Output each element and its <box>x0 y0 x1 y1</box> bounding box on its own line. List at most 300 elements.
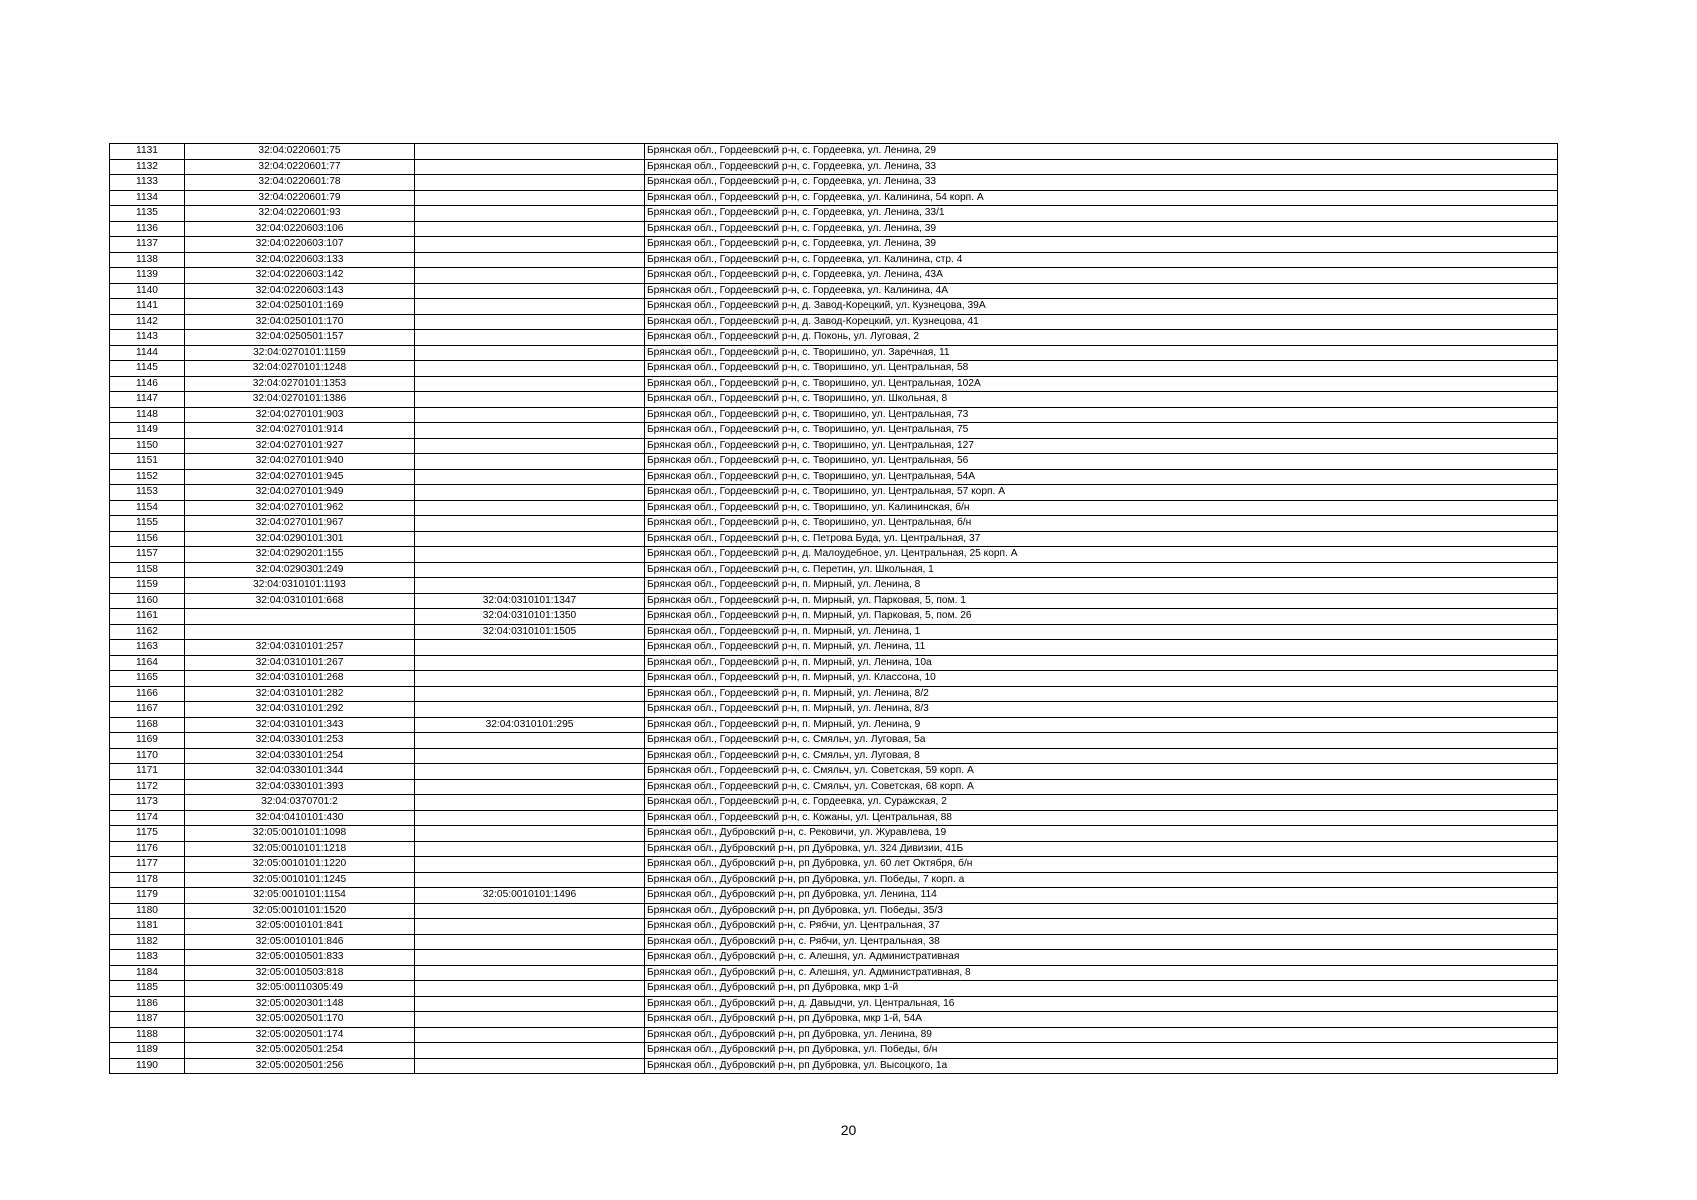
related-cadastral-number-cell <box>415 795 645 811</box>
related-cadastral-number-cell <box>415 965 645 981</box>
table-row <box>110 438 1558 454</box>
row-number-cell: 1175 <box>110 826 185 842</box>
address-cell: Брянская обл., Гордеевский р-н, с. Гордеевка, ул. Суражская, 2 <box>645 795 1558 811</box>
cadastral-number-cell <box>185 624 415 640</box>
address-cell: Брянская обл., Гордеевский р-н, п. Мирный, ул. Ленина, 11 <box>645 640 1558 656</box>
row-number-cell: 1140 <box>110 283 185 299</box>
address-cell: Брянская обл., Гордеевский р-н, п. Мирный, ул. Ленина, 10а <box>645 655 1558 671</box>
related-cadastral-number-cell <box>415 190 645 206</box>
table-row <box>110 872 1558 888</box>
address-cell: Брянская обл., Дубровский р-н, рп Дубровка, ул. Победы, 35/3 <box>645 903 1558 919</box>
row-number-cell: 1164 <box>110 655 185 671</box>
table-row <box>110 950 1558 966</box>
row-number-cell: 1131 <box>110 144 185 160</box>
cadastral-number-cell: 32:04:0270101:940 <box>185 454 415 470</box>
row-number-cell: 1157 <box>110 547 185 563</box>
table-row <box>110 330 1558 346</box>
address-cell: Брянская обл., Дубровский р-н, д. Давыдчи, ул. Центральная, 16 <box>645 996 1558 1012</box>
related-cadastral-number-cell <box>415 268 645 284</box>
row-number-cell: 1166 <box>110 686 185 702</box>
row-number-cell: 1138 <box>110 252 185 268</box>
related-cadastral-number-cell: 32:05:0010101:1496 <box>415 888 645 904</box>
cadastral-number-cell: 32:04:0290101:301 <box>185 531 415 547</box>
related-cadastral-number-cell <box>415 981 645 997</box>
cadastral-number-cell: 32:04:0220603:142 <box>185 268 415 284</box>
row-number-cell: 1182 <box>110 934 185 950</box>
table-row <box>110 392 1558 408</box>
cadastral-number-cell: 32:05:0010101:846 <box>185 934 415 950</box>
table-row <box>110 717 1558 733</box>
address-cell: Брянская обл., Дубровский р-н, рп Дубровка, ул. Победы, б/н <box>645 1043 1558 1059</box>
table-row <box>110 764 1558 780</box>
address-cell: Брянская обл., Гордеевский р-н, с. Кожаны, ул. Центральная, 88 <box>645 810 1558 826</box>
table-row <box>110 748 1558 764</box>
table-row <box>110 1027 1558 1043</box>
related-cadastral-number-cell: 32:04:0310101:295 <box>415 717 645 733</box>
related-cadastral-number-cell: 32:04:0310101:1505 <box>415 624 645 640</box>
table-row <box>110 423 1558 439</box>
address-cell: Брянская обл., Гордеевский р-н, п. Мирный, ул. Ленина, 8 <box>645 578 1558 594</box>
address-cell: Брянская обл., Гордеевский р-н, с. Творишино, ул. Школьная, 8 <box>645 392 1558 408</box>
table-row <box>110 686 1558 702</box>
table-row <box>110 919 1558 935</box>
table-row <box>110 671 1558 687</box>
table-row <box>110 981 1558 997</box>
row-number-cell: 1134 <box>110 190 185 206</box>
address-cell: Брянская обл., Гордеевский р-н, с. Смяльч, ул. Луговая, 8 <box>645 748 1558 764</box>
row-number-cell: 1190 <box>110 1058 185 1074</box>
cadastral-number-cell: 32:04:0220601:78 <box>185 175 415 191</box>
related-cadastral-number-cell <box>415 702 645 718</box>
row-number-cell: 1135 <box>110 206 185 222</box>
related-cadastral-number-cell <box>415 500 645 516</box>
related-cadastral-number-cell <box>415 547 645 563</box>
row-number-cell: 1186 <box>110 996 185 1012</box>
row-number-cell: 1144 <box>110 345 185 361</box>
address-cell: Брянская обл., Дубровский р-н, рп Дубровка, ул. Ленина, 89 <box>645 1027 1558 1043</box>
row-number-cell: 1174 <box>110 810 185 826</box>
cadastral-number-cell: 32:04:0310101:1193 <box>185 578 415 594</box>
row-number-cell: 1146 <box>110 376 185 392</box>
row-number-cell: 1154 <box>110 500 185 516</box>
cadastral-number-cell: 32:04:0270101:945 <box>185 469 415 485</box>
address-cell: Брянская обл., Гордеевский р-н, с. Творишино, ул. Центральная, 56 <box>645 454 1558 470</box>
cadastral-number-cell: 32:04:0220603:133 <box>185 252 415 268</box>
address-cell: Брянская обл., Гордеевский р-н, п. Мирный, ул. Ленина, 1 <box>645 624 1558 640</box>
related-cadastral-number-cell <box>415 159 645 175</box>
address-cell: Брянская обл., Гордеевский р-н, с. Гордеевка, ул. Калинина, стр. 4 <box>645 252 1558 268</box>
address-cell: Брянская обл., Дубровский р-н, рп Дубровка, мкр 1-й <box>645 981 1558 997</box>
related-cadastral-number-cell <box>415 252 645 268</box>
address-cell: Брянская обл., Гордеевский р-н, п. Мирный, ул. Ленина, 9 <box>645 717 1558 733</box>
related-cadastral-number-cell <box>415 175 645 191</box>
cadastral-number-cell: 32:04:0310101:268 <box>185 671 415 687</box>
row-number-cell: 1149 <box>110 423 185 439</box>
cadastral-number-cell: 32:05:0010101:1154 <box>185 888 415 904</box>
cadastral-number-cell: 32:05:0020501:254 <box>185 1043 415 1059</box>
table-row <box>110 888 1558 904</box>
cadastral-number-cell: 32:05:0020501:170 <box>185 1012 415 1028</box>
row-number-cell: 1155 <box>110 516 185 532</box>
row-number-cell: 1152 <box>110 469 185 485</box>
address-cell: Брянская обл., Гордеевский р-н, с. Гордеевка, ул. Ленина, 33/1 <box>645 206 1558 222</box>
row-number-cell: 1167 <box>110 702 185 718</box>
table-row <box>110 795 1558 811</box>
address-cell: Брянская обл., Гордеевский р-н, с. Творишино, ул. Центральная, 127 <box>645 438 1558 454</box>
row-number-cell: 1158 <box>110 562 185 578</box>
address-cell: Брянская обл., Дубровский р-н, рп Дубровка, ул. Высоцкого, 1а <box>645 1058 1558 1074</box>
related-cadastral-number-cell <box>415 423 645 439</box>
cadastral-number-cell: 32:04:0220603:107 <box>185 237 415 253</box>
row-number-cell: 1188 <box>110 1027 185 1043</box>
cadastral-number-cell: 32:04:0310101:292 <box>185 702 415 718</box>
cadastral-number-cell: 32:04:0330101:254 <box>185 748 415 764</box>
table-row <box>110 376 1558 392</box>
cadastral-number-cell: 32:05:0010101:1245 <box>185 872 415 888</box>
table-row <box>110 361 1558 377</box>
address-cell: Брянская обл., Гордеевский р-н, с. Творишино, ул. Центральная, 58 <box>645 361 1558 377</box>
related-cadastral-number-cell <box>415 996 645 1012</box>
page-number: 20 <box>840 1122 857 1138</box>
row-number-cell: 1153 <box>110 485 185 501</box>
table-row <box>110 221 1558 237</box>
table-row <box>110 841 1558 857</box>
address-cell: Брянская обл., Гордеевский р-н, с. Смяльч, ул. Советская, 59 корп. А <box>645 764 1558 780</box>
address-cell: Брянская обл., Гордеевский р-н, с. Гордеевка, ул. Ленина, 39 <box>645 237 1558 253</box>
table-row <box>110 190 1558 206</box>
address-cell: Брянская обл., Гордеевский р-н, с. Смяльч, ул. Луговая, 5а <box>645 733 1558 749</box>
property-table-body <box>110 144 1558 1074</box>
table-row <box>110 485 1558 501</box>
row-number-cell: 1139 <box>110 268 185 284</box>
cadastral-number-cell: 32:04:0220603:143 <box>185 283 415 299</box>
address-cell: Брянская обл., Гордеевский р-н, с. Творишино, ул. Заречная, 11 <box>645 345 1558 361</box>
address-cell: Брянская обл., Гордеевский р-н, с. Творишино, ул. Центральная, б/н <box>645 516 1558 532</box>
related-cadastral-number-cell <box>415 438 645 454</box>
table-row <box>110 1012 1558 1028</box>
cadastral-number-cell: 32:04:0310101:282 <box>185 686 415 702</box>
cadastral-number-cell: 32:04:0330101:253 <box>185 733 415 749</box>
address-cell: Брянская обл., Гордеевский р-н, с. Гордеевка, ул. Калинина, 54 корп. А <box>645 190 1558 206</box>
table-row <box>110 624 1558 640</box>
table-row <box>110 237 1558 253</box>
cadastral-number-cell: 32:04:0270101:1386 <box>185 392 415 408</box>
row-number-cell: 1189 <box>110 1043 185 1059</box>
table-row <box>110 593 1558 609</box>
cadastral-number-cell: 32:04:0310101:267 <box>185 655 415 671</box>
table-row <box>110 299 1558 315</box>
related-cadastral-number-cell <box>415 826 645 842</box>
related-cadastral-number-cell <box>415 1043 645 1059</box>
row-number-cell: 1173 <box>110 795 185 811</box>
related-cadastral-number-cell <box>415 392 645 408</box>
related-cadastral-number-cell <box>415 469 645 485</box>
row-number-cell: 1170 <box>110 748 185 764</box>
address-cell: Брянская обл., Дубровский р-н, с. Рябчи, ул. Центральная, 38 <box>645 934 1558 950</box>
table-row <box>110 655 1558 671</box>
related-cadastral-number-cell <box>415 330 645 346</box>
cadastral-number-cell: 32:04:0270101:967 <box>185 516 415 532</box>
table-row <box>110 206 1558 222</box>
related-cadastral-number-cell <box>415 1012 645 1028</box>
cadastral-number-cell: 32:05:0010101:1098 <box>185 826 415 842</box>
related-cadastral-number-cell <box>415 671 645 687</box>
table-row <box>110 934 1558 950</box>
cadastral-number-cell: 32:04:0250101:169 <box>185 299 415 315</box>
related-cadastral-number-cell <box>415 950 645 966</box>
row-number-cell: 1150 <box>110 438 185 454</box>
table-row <box>110 903 1558 919</box>
row-number-cell: 1143 <box>110 330 185 346</box>
table-row <box>110 516 1558 532</box>
cadastral-number-cell: 32:05:0010101:1220 <box>185 857 415 873</box>
address-cell: Брянская обл., Дубровский р-н, рп Дубровка, ул. 324 Дивизии, 41Б <box>645 841 1558 857</box>
row-number-cell: 1179 <box>110 888 185 904</box>
address-cell: Брянская обл., Гордеевский р-н, с. Творишино, ул. Центральная, 75 <box>645 423 1558 439</box>
address-cell: Брянская обл., Дубровский р-н, с. Алешня, ул. Административная <box>645 950 1558 966</box>
related-cadastral-number-cell: 32:04:0310101:1350 <box>415 609 645 625</box>
address-cell: Брянская обл., Дубровский р-н, рп Дубровка, ул. Победы, 7 корп. а <box>645 872 1558 888</box>
cadastral-number-cell: 32:04:0310101:668 <box>185 593 415 609</box>
cadastral-number-cell: 32:05:0020501:174 <box>185 1027 415 1043</box>
related-cadastral-number-cell <box>415 283 645 299</box>
row-number-cell: 1169 <box>110 733 185 749</box>
address-cell: Брянская обл., Дубровский р-н, с. Рековичи, ул. Журавлева, 19 <box>645 826 1558 842</box>
address-cell: Брянская обл., Гордеевский р-н, п. Мирный, ул. Ленина, 8/2 <box>645 686 1558 702</box>
table-row <box>110 252 1558 268</box>
row-number-cell: 1142 <box>110 314 185 330</box>
cadastral-number-cell: 32:05:0010501:833 <box>185 950 415 966</box>
related-cadastral-number-cell <box>415 1027 645 1043</box>
table-row <box>110 733 1558 749</box>
table-row <box>110 500 1558 516</box>
address-cell: Брянская обл., Гордеевский р-н, д. Поконь, ул. Луговая, 2 <box>645 330 1558 346</box>
row-number-cell: 1136 <box>110 221 185 237</box>
row-number-cell: 1184 <box>110 965 185 981</box>
related-cadastral-number-cell <box>415 407 645 423</box>
table-row <box>110 609 1558 625</box>
address-cell: Брянская обл., Гордеевский р-н, с. Гордеевка, ул. Ленина, 33 <box>645 175 1558 191</box>
cadastral-number-cell: 32:05:0010101:841 <box>185 919 415 935</box>
related-cadastral-number-cell <box>415 779 645 795</box>
related-cadastral-number-cell <box>415 841 645 857</box>
table-row <box>110 640 1558 656</box>
address-cell: Брянская обл., Дубровский р-н, с. Алешня, ул. Административная, 8 <box>645 965 1558 981</box>
row-number-cell: 1183 <box>110 950 185 966</box>
cadastral-number-cell: 32:04:0270101:927 <box>185 438 415 454</box>
related-cadastral-number-cell <box>415 733 645 749</box>
table-row <box>110 531 1558 547</box>
cadastral-number-cell: 32:05:0010101:1520 <box>185 903 415 919</box>
row-number-cell: 1147 <box>110 392 185 408</box>
table-row <box>110 407 1558 423</box>
row-number-cell: 1176 <box>110 841 185 857</box>
row-number-cell: 1187 <box>110 1012 185 1028</box>
address-cell: Брянская обл., Гордеевский р-н, с. Творишино, ул. Центральная, 57 корп. А <box>645 485 1558 501</box>
cadastral-number-cell: 32:04:0270101:914 <box>185 423 415 439</box>
related-cadastral-number-cell <box>415 857 645 873</box>
row-number-cell: 1145 <box>110 361 185 377</box>
cadastral-number-cell: 32:04:0220601:77 <box>185 159 415 175</box>
cadastral-number-cell: 32:05:00110305:49 <box>185 981 415 997</box>
related-cadastral-number-cell <box>415 748 645 764</box>
table-row <box>110 454 1558 470</box>
address-cell: Брянская обл., Гордеевский р-н, п. Мирный, ул. Классона, 10 <box>645 671 1558 687</box>
table-row <box>110 469 1558 485</box>
cadastral-number-cell: 32:05:0020301:148 <box>185 996 415 1012</box>
cadastral-number-cell: 32:05:0010503:818 <box>185 965 415 981</box>
table-row <box>110 857 1558 873</box>
table-row <box>110 826 1558 842</box>
property-table <box>109 143 1558 1074</box>
related-cadastral-number-cell <box>415 934 645 950</box>
related-cadastral-number-cell <box>415 485 645 501</box>
table-row <box>110 547 1558 563</box>
row-number-cell: 1165 <box>110 671 185 687</box>
table-row <box>110 965 1558 981</box>
cadastral-number-cell: 32:04:0270101:1353 <box>185 376 415 392</box>
address-cell: Брянская обл., Гордеевский р-н, д. Завод-Корецкий, ул. Кузнецова, 41 <box>645 314 1558 330</box>
address-cell: Брянская обл., Гордеевский р-н, с. Творишино, ул. Калининская, б/н <box>645 500 1558 516</box>
cadastral-number-cell: 32:04:0330101:344 <box>185 764 415 780</box>
row-number-cell: 1151 <box>110 454 185 470</box>
row-number-cell: 1168 <box>110 717 185 733</box>
related-cadastral-number-cell <box>415 810 645 826</box>
cadastral-number-cell: 32:04:0330101:393 <box>185 779 415 795</box>
table-row <box>110 345 1558 361</box>
table-row <box>110 314 1558 330</box>
table-row <box>110 996 1558 1012</box>
table-row <box>110 1058 1558 1074</box>
table-row <box>110 175 1558 191</box>
address-cell: Брянская обл., Дубровский р-н, рп Дубровка, ул. 60 лет Октября, б/н <box>645 857 1558 873</box>
address-cell: Брянская обл., Гордеевский р-н, с. Творишино, ул. Центральная, 102А <box>645 376 1558 392</box>
cadastral-number-cell: 32:04:0270101:1248 <box>185 361 415 377</box>
cadastral-number-cell: 32:04:0270101:1159 <box>185 345 415 361</box>
table-row <box>110 702 1558 718</box>
address-cell: Брянская обл., Дубровский р-н, рп Дубровка, мкр 1-й, 54А <box>645 1012 1558 1028</box>
cadastral-number-cell: 32:04:0290201:155 <box>185 547 415 563</box>
address-cell: Брянская обл., Гордеевский р-н, п. Мирный, ул. Ленина, 8/3 <box>645 702 1558 718</box>
table-row <box>110 159 1558 175</box>
related-cadastral-number-cell <box>415 578 645 594</box>
table-row <box>110 810 1558 826</box>
row-number-cell: 1148 <box>110 407 185 423</box>
row-number-cell: 1137 <box>110 237 185 253</box>
table-row <box>110 144 1558 160</box>
related-cadastral-number-cell <box>415 221 645 237</box>
related-cadastral-number-cell <box>415 640 645 656</box>
cadastral-number-cell: 32:04:0310101:343 <box>185 717 415 733</box>
table-row <box>110 283 1558 299</box>
related-cadastral-number-cell <box>415 376 645 392</box>
cadastral-number-cell: 32:04:0220601:79 <box>185 190 415 206</box>
related-cadastral-number-cell <box>415 531 645 547</box>
address-cell: Брянская обл., Гордеевский р-н, п. Мирный, ул. Парковая, 5, пом. 26 <box>645 609 1558 625</box>
row-number-cell: 1172 <box>110 779 185 795</box>
cadastral-number-cell: 32:05:0010101:1218 <box>185 841 415 857</box>
address-cell: Брянская обл., Гордеевский р-н, с. Гордеевка, ул. Ленина, 33 <box>645 159 1558 175</box>
related-cadastral-number-cell <box>415 361 645 377</box>
address-cell: Брянская обл., Гордеевский р-н, д. Завод-Корецкий, ул. Кузнецова, 39А <box>645 299 1558 315</box>
table-row <box>110 1043 1558 1059</box>
cadastral-number-cell: 32:04:0220601:75 <box>185 144 415 160</box>
related-cadastral-number-cell <box>415 314 645 330</box>
row-number-cell: 1132 <box>110 159 185 175</box>
row-number-cell: 1178 <box>110 872 185 888</box>
cadastral-number-cell: 32:04:0270101:903 <box>185 407 415 423</box>
related-cadastral-number-cell <box>415 872 645 888</box>
cadastral-number-cell: 32:04:0270101:962 <box>185 500 415 516</box>
related-cadastral-number-cell <box>415 686 645 702</box>
cadastral-number-cell: 32:04:0410101:430 <box>185 810 415 826</box>
address-cell: Брянская обл., Гордеевский р-н, д. Малоудебное, ул. Центральная, 25 корп. А <box>645 547 1558 563</box>
row-number-cell: 1141 <box>110 299 185 315</box>
row-number-cell: 1160 <box>110 593 185 609</box>
address-cell: Брянская обл., Гордеевский р-н, с. Перетин, ул. Школьная, 1 <box>645 562 1558 578</box>
table-row <box>110 578 1558 594</box>
cadastral-number-cell: 32:04:0250501:157 <box>185 330 415 346</box>
related-cadastral-number-cell <box>415 345 645 361</box>
address-cell: Брянская обл., Гордеевский р-н, с. Смяльч, ул. Советская, 68 корп. А <box>645 779 1558 795</box>
row-number-cell: 1180 <box>110 903 185 919</box>
related-cadastral-number-cell <box>415 516 645 532</box>
related-cadastral-number-cell <box>415 1058 645 1074</box>
cadastral-number-cell: 32:04:0370701:2 <box>185 795 415 811</box>
related-cadastral-number-cell <box>415 764 645 780</box>
related-cadastral-number-cell <box>415 454 645 470</box>
address-cell: Брянская обл., Гордеевский р-н, с. Творишино, ул. Центральная, 73 <box>645 407 1558 423</box>
table-row <box>110 268 1558 284</box>
address-cell: Брянская обл., Гордеевский р-н, с. Гордеевка, ул. Ленина, 29 <box>645 144 1558 160</box>
address-cell: Брянская обл., Гордеевский р-н, с. Гордеевка, ул. Ленина, 43А <box>645 268 1558 284</box>
address-cell: Брянская обл., Гордеевский р-н, с. Гордеевка, ул. Ленина, 39 <box>645 221 1558 237</box>
cadastral-number-cell: 32:05:0020501:256 <box>185 1058 415 1074</box>
related-cadastral-number-cell <box>415 655 645 671</box>
row-number-cell: 1156 <box>110 531 185 547</box>
cadastral-number-cell: 32:04:0220601:93 <box>185 206 415 222</box>
cadastral-number-cell: 32:04:0220603:106 <box>185 221 415 237</box>
related-cadastral-number-cell <box>415 299 645 315</box>
related-cadastral-number-cell <box>415 237 645 253</box>
address-cell: Брянская обл., Дубровский р-н, с. Рябчи, ул. Центральная, 37 <box>645 919 1558 935</box>
row-number-cell: 1181 <box>110 919 185 935</box>
related-cadastral-number-cell <box>415 919 645 935</box>
address-cell: Брянская обл., Дубровский р-н, рп Дубровка, ул. Ленина, 114 <box>645 888 1558 904</box>
address-cell: Брянская обл., Гордеевский р-н, с. Петрова Буда, ул. Центральная, 37 <box>645 531 1558 547</box>
row-number-cell: 1163 <box>110 640 185 656</box>
cadastral-number-cell: 32:04:0250101:170 <box>185 314 415 330</box>
table-row <box>110 779 1558 795</box>
cadastral-number-cell: 32:04:0290301:249 <box>185 562 415 578</box>
related-cadastral-number-cell <box>415 144 645 160</box>
related-cadastral-number-cell <box>415 206 645 222</box>
address-cell: Брянская обл., Гордеевский р-н, с. Творишино, ул. Центральная, 54А <box>645 469 1558 485</box>
cadastral-number-cell: 32:04:0270101:949 <box>185 485 415 501</box>
related-cadastral-number-cell <box>415 903 645 919</box>
table-row <box>110 562 1558 578</box>
row-number-cell: 1162 <box>110 624 185 640</box>
related-cadastral-number-cell <box>415 562 645 578</box>
related-cadastral-number-cell: 32:04:0310101:1347 <box>415 593 645 609</box>
row-number-cell: 1185 <box>110 981 185 997</box>
address-cell: Брянская обл., Гордеевский р-н, с. Гордеевка, ул. Калинина, 4А <box>645 283 1558 299</box>
row-number-cell: 1159 <box>110 578 185 594</box>
cadastral-number-cell <box>185 609 415 625</box>
row-number-cell: 1177 <box>110 857 185 873</box>
row-number-cell: 1161 <box>110 609 185 625</box>
row-number-cell: 1171 <box>110 764 185 780</box>
